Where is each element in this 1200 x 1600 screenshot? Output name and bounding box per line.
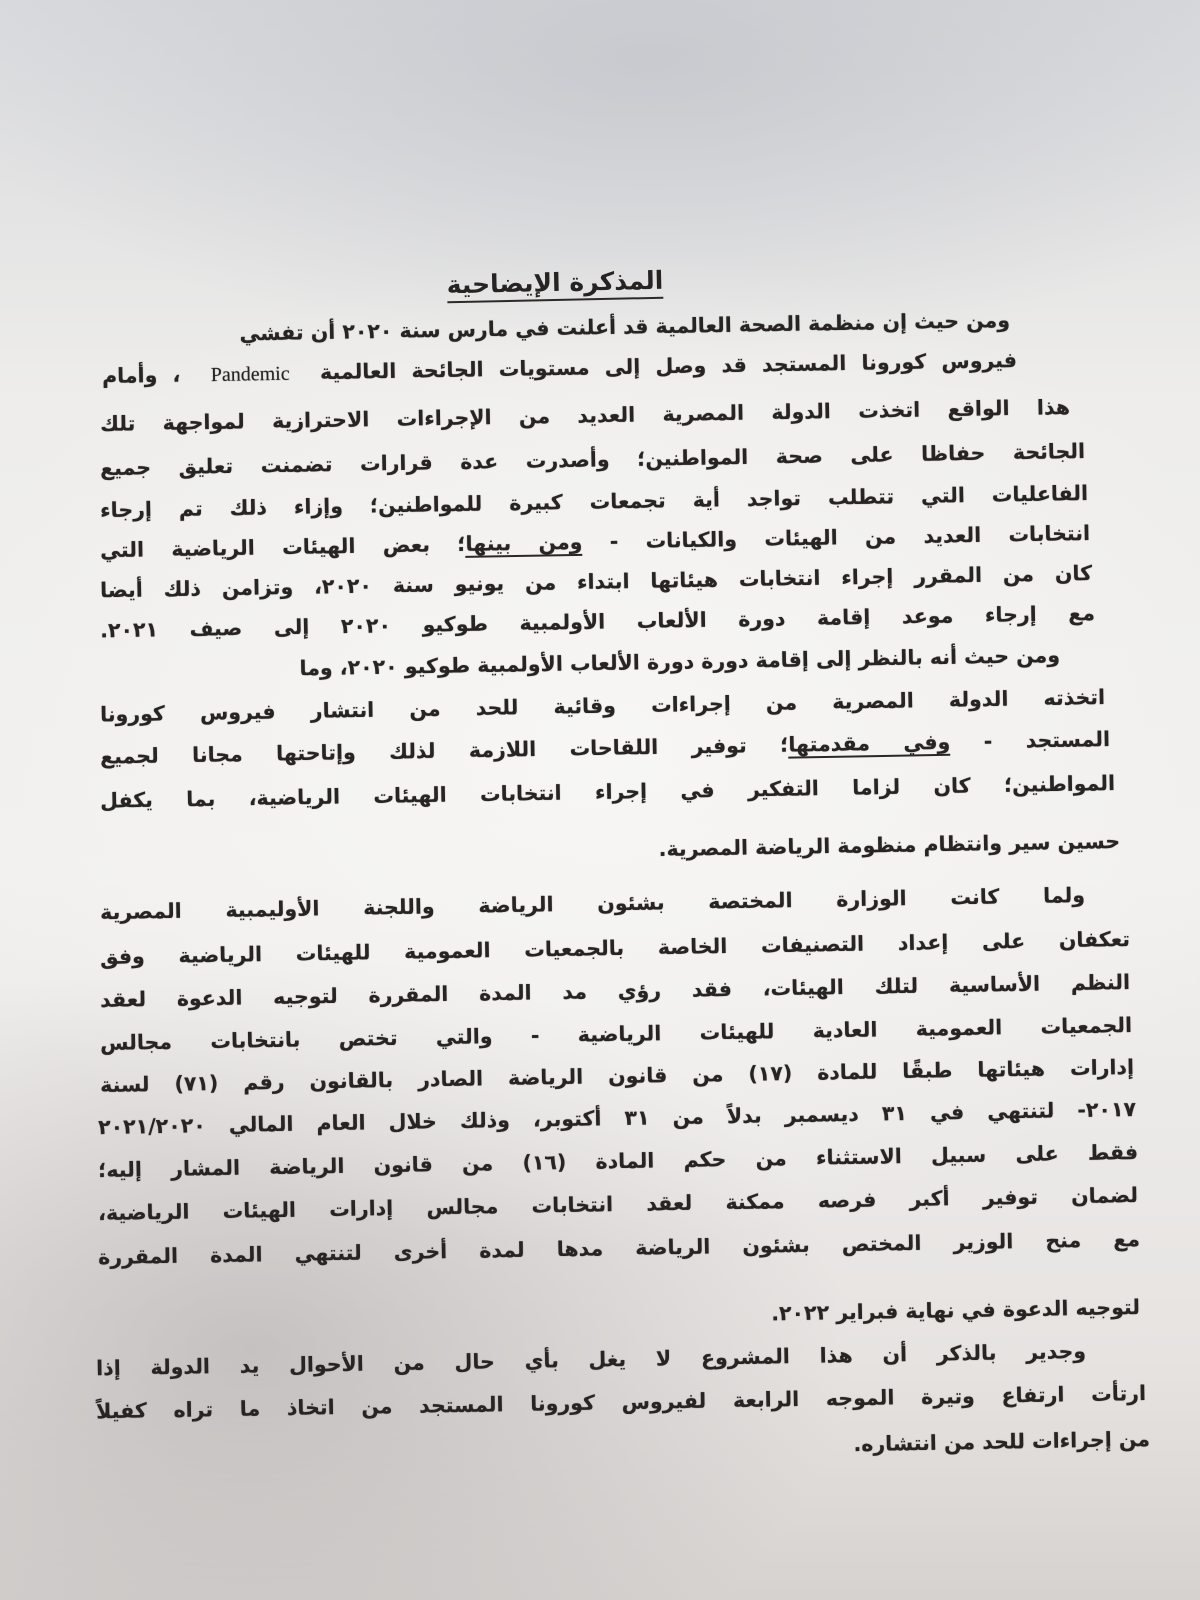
text-segment: فيروس كورونا المستجد قد وصل إلى مستويات الجائحة العالمية <box>319 348 1018 385</box>
text-line: المواطنين؛ كان لزاما التفكير في إجراء انتخابات الهيئات الرياضية، بما يكفل <box>99 771 1116 813</box>
text-line: إدارات هيئاتها طبقًا للمادة (١٧) من قانون الرياضة الصادر بالقانون رقم (٧١) لسنة <box>99 1055 1135 1098</box>
text-segment: ؛ بعض الهيئات الرياضية التي <box>99 531 466 563</box>
document-title <box>420 265 691 300</box>
text-line: ومن حيث إن منظمة الصحة العالمية قد أعلنت في مارس سنة ٢٠٢٠ أن تفشي <box>239 308 1011 346</box>
text-line: لضمان توفير أكبر فرصه ممكنة لعقد انتخابات مجالس إدارات الهيئات الرياضية، <box>97 1183 1139 1226</box>
text-line: النظم الأساسية لتلك الهيئات، فقد رؤي مد المدة المقررة لتوجيه الدعوة لعقد <box>99 970 1131 1012</box>
text-line: الجائحة حفاظا على صحة المواطنين؛ وأصدرت عدة قرارات تضمنت تعليق جميع <box>99 439 1086 481</box>
text-line: ولما كانت الوزارة المختصة بشئون الرياضة واللجنة الأوليمبية المصرية <box>99 883 1086 925</box>
text-line: هذا الواقع اتخذت الدولة المصرية العديد من الإجراءات الاحترازية لمواجهة تلك <box>99 395 1071 436</box>
text-line: مع إرجاء موعد إقامة دورة الألعاب الأولمبية طوكيو ٢٠٢٠ إلى صيف ٢٠٢١. <box>99 601 1096 643</box>
text-segment: المستجد - <box>950 727 1111 754</box>
text-line <box>100 518 1090 565</box>
text-line: لتوجيه الدعوة في نهاية فبراير ٢٠٢٢. <box>771 1295 1141 1326</box>
text-line: الجمعيات العمومية العادية للهيئات الرياضية - والتي تختص بانتخابات مجالس <box>99 1013 1133 1056</box>
text-line: اتخذته الدولة المصرية من إجراءات وقائية للحد من انتشار فيروس كورونا <box>99 685 1106 727</box>
text-line: وجدير بالذكر أن هذا المشروع لا يغل بأي حال من الأحوال يد الدولة إذا <box>95 1339 1087 1381</box>
text-segment: انتخابات العديد من الهيئات والكيانات - <box>582 521 1091 554</box>
text-line <box>100 724 1110 772</box>
text-line <box>102 345 1017 392</box>
text-line: من إجراءات للحد من انتشاره. <box>853 1427 1151 1457</box>
text-line: ارتأت ارتفاع وتيرة الموجه الرابعة لفيروس كورونا المستجد من اتخاذ ما تراه كفيلاً <box>95 1381 1147 1424</box>
title-text: المذكرة الإيضاحية <box>446 266 663 304</box>
latin-term: Pandemic <box>210 362 290 387</box>
text-segment: ؛ توفير اللقاحات اللازمة لذلك وإتاحتها مجانا لجميع <box>99 732 789 769</box>
text-segment: ، وأمام <box>101 362 181 388</box>
text-line: تعكفان على إعداد التصنيفات الخاصة بالجمعيات العمومية للهيئات الرياضية وفق <box>99 927 1131 969</box>
text-line: ومن حيث أنه بالنظر إلى إقامة دورة دورة الألعاب الأولمبية طوكيو ٢٠٢٠، وما <box>299 643 1061 681</box>
text-line: ٢٠١٧- لتنتهي في ٣١ ديسمبر بدلاً من ٣١ أكتوبر، وذلك خلال العام المالي ٢٠٢١/٢٠٢٠ <box>97 1097 1137 1140</box>
text-line: مع منح الوزير المختص بشئون الرياضة مدها لمدة أخرى لتنتهي المدة المقررة <box>97 1227 1141 1270</box>
text-line: الفاعليات التي تتطلب تواجد أية تجمعات كبيرة للمواطنين؛ وإزاء ذلك تم إرجاء <box>99 481 1089 523</box>
text-line: حسين سير وانتظام منظومة الرياضة المصرية. <box>658 829 1121 862</box>
text-line: فقط على سبيل الاستثناء من حكم المادة (١٦) من قانون الرياضة المشار إليه؛ <box>97 1140 1139 1183</box>
underlined-phrase: ومن بينها <box>465 529 583 556</box>
underlined-phrase: وفي مقدمتها <box>788 729 951 757</box>
text-line: كان من المقرر إجراء انتخابات هيئاتها ابتداء من يونيو سنة ٢٠٢٠، وتزامن ذلك أيضا <box>99 561 1093 603</box>
